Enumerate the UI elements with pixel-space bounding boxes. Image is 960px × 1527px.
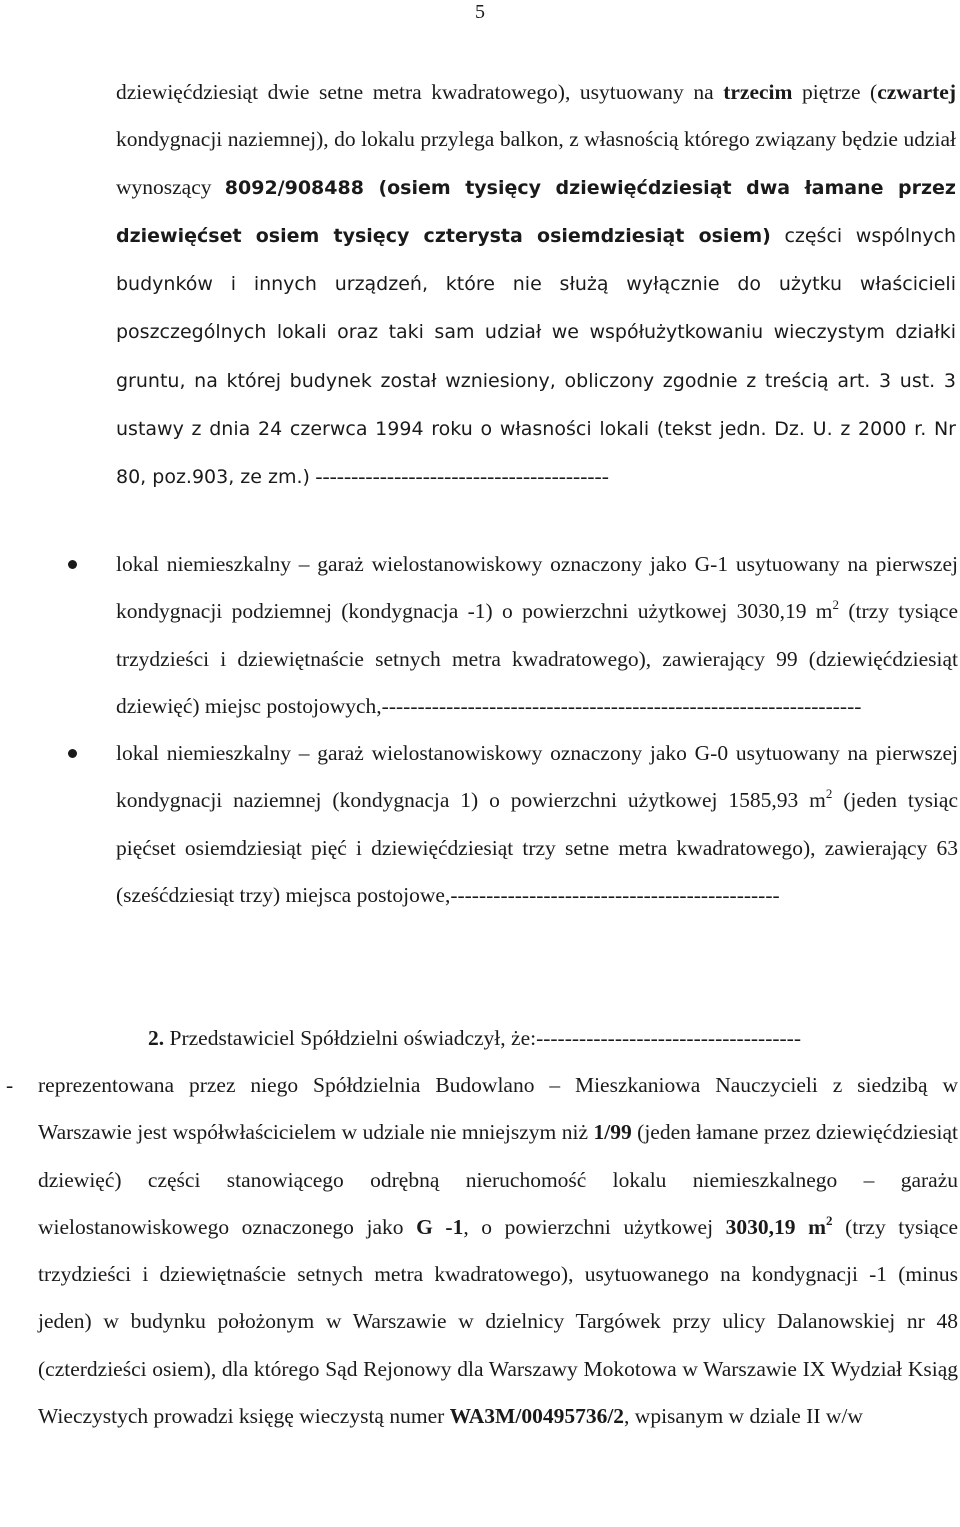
dash-bold-unit: G -1 (416, 1214, 464, 1239)
para1-text-2: piętrze ( (792, 80, 878, 104)
dash-text-3: , o powierzchni użytkowej (463, 1214, 726, 1239)
bullet-text-b: (trzy tysiące trzydzieści i dziewiętnaście setnych metra kwadratowego), zawierający 99 (dziewięćdziesiąt dziewięć) miejsc postojowych,------------------------------------------------------------------- (116, 599, 958, 718)
superscript: 2 (832, 597, 840, 613)
dash-bold-share: 1/99 (593, 1120, 632, 1145)
page-number: 5 (475, 1, 485, 23)
garage-units-list (68, 541, 958, 919)
bullet-text-a: lokal niemieszkalny – garaż wielostanowiskowy oznaczony jako G-0 usytuowany na pierwszej kondygnacji naziemnej (kondygnacja 1) o powierzchni użytkowej 1585,93 m (116, 741, 958, 813)
bullet-icon (68, 560, 77, 569)
dash-marker: - (6, 1073, 14, 1097)
dash-text-2: (jeden łamane przez dziewięćdziesiąt dziewięć) części stanowiącego odrębną nieruchomość lokalu niemieszkalnego – garażu wielostanowiskowego oznaczonego jako (38, 1120, 958, 1239)
dash-text-5: , wpisanym w dziale II w/w (624, 1404, 863, 1429)
bullet-text-a: lokal niemieszkalny – garaż wielostanowiskowy oznaczony jako G-1 usytuowany na pierwszej kondygnacji podziemnej (kondygnacja -1) o powierzchni użytkowej 3030,19 m (116, 552, 958, 624)
dash-text-4: (trzy tysiące trzydzieści i dziewiętnaście setnych metra kwadratowego), usytuowanego na kondygnacji -1 (minus jeden) w budynku położonym w Warszawie w dzielnicy Targówek przy ulicy Dalanowskiej nr 48 (czterdzieści osiem), dla którego Sąd Rejonowy dla Warszawy Mokotowa w Warszawie IX Wydział Ksiąg Wieczystych prowadzi księgę wieczystą numer (38, 1214, 958, 1429)
dash-bold-area: 3030,19 m (725, 1214, 827, 1239)
para1-bold-storey: czwartej (877, 80, 956, 104)
para1-text-3: kondygnacji naziemnej), do lokalu przylega balkon, z własnością którego związany będzie udział wynoszący (116, 127, 956, 199)
dash-list-item (0, 1062, 958, 1440)
section-number: 2. (148, 1026, 165, 1050)
dash-text-1: reprezentowana przez niego Spółdzielnia Budowlano – Mieszkaniowa Nauczycieli z siedzibą w Warszawie jest współwłaścicielem w udziale nie mniejszym niż (38, 1073, 958, 1145)
superscript-bold: 2 (826, 1212, 833, 1228)
para1-bold-share: 8092/908488 (osiem tysięcy dziewięćdziesiąt dwa łamane przez dziewięćset osiem tysięcy czterysta osiemdziesiąt osiem) (116, 176, 956, 247)
para1-dashes: ----------------------------------------- (309, 464, 609, 489)
bullet-text-b: (jeden tysiąc pięćset osiemdziesiąt pięć i dziewięćdziesiąt trzy setne metra kwadratowego), zawierający 63 (sześćdziesiąt trzy) miejsca postojowe,---------------------------------------------- (116, 788, 958, 908)
para1-bold-floor: trzecim (723, 80, 793, 104)
section-text: Przedstawiciel Spółdzielni oświadczył, że:------------------------------------- (164, 1026, 801, 1050)
para1-sans-text: części wspólnych budynków i innych urządzeń, które nie służą wyłącznie do użytku właścicieli poszczególnych lokali oraz taki sam udział we współużytkowaniu wieczystym działki gruntu, na której budynek został wzniesiony, obliczony zgodnie z treścią art. 3 ust. 3 ustawy z dnia 24 czerwca 1994 roku o własności lokali (tekst jedn. Dz. U. z 2000 r. Nr 80, poz.903, ze zm.) (116, 224, 956, 489)
dash-bold-kw-number: WA3M/00495736/2 (449, 1404, 625, 1429)
section-2-heading (148, 1015, 956, 1062)
dash-item-body (38, 1062, 958, 1440)
paragraph-continuation (116, 69, 956, 502)
superscript: 2 (825, 786, 833, 802)
bullet-icon (68, 749, 77, 758)
list-item (68, 541, 958, 730)
list-item (68, 730, 958, 919)
para1-text-1: dziewięćdziesiąt dwie setne metra kwadratowego), usytuowany na (116, 80, 724, 104)
